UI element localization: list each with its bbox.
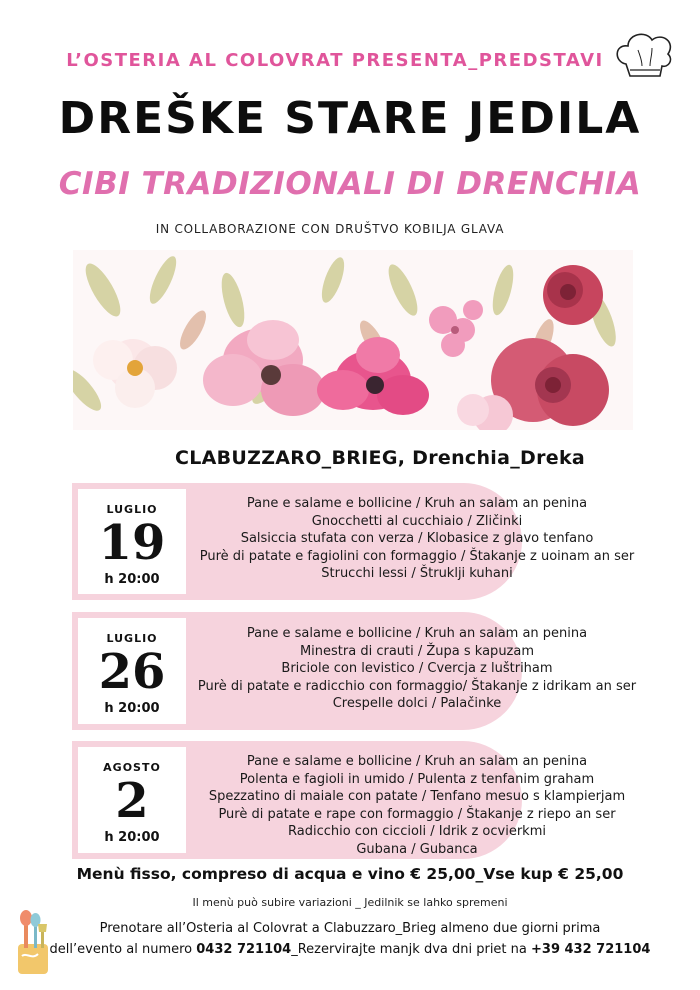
- booking-info: [0, 918, 700, 960]
- event-date-box: [78, 618, 186, 724]
- event-month: LUGLIO: [106, 632, 158, 645]
- menu-item: Strucchi lessi / Štruklji kuhani: [321, 566, 513, 582]
- event-month: AGOSTO: [103, 761, 161, 774]
- presenter-line: L’OSTERIA AL COLOVRAT PRESENTA_PREDSTAVI: [66, 50, 604, 71]
- menu-item: Radicchio con ciccioli / Idrik z ocvierkmi: [288, 824, 546, 840]
- booking-phone: 0432 721104: [196, 942, 292, 957]
- menu-item: Polenta e fagioli in umido / Pulenta z tenfanim graham: [239, 771, 595, 787]
- event-month: LUGLIO: [106, 503, 158, 516]
- menu-item: Pane e salame e bollicine / Kruh an salam an penina: [246, 754, 588, 769]
- booking-line-2: [0, 939, 700, 960]
- event-card: [72, 483, 672, 600]
- booking-line-1: Prenotare all’Osteria al Colovrat a Clabuzzaro_Brieg almeno due giorni prima: [99, 921, 601, 936]
- menu-item: Pane e salame e bollicine / Kruh an salam an penina: [246, 626, 588, 641]
- menu-item: Purè di patate e radicchio con formaggio/ Štakanje z idrikam an ser: [197, 678, 637, 694]
- event-menu: [182, 495, 652, 583]
- menu-item: Minestra di crauti / Župa s kapuzam: [299, 643, 535, 659]
- event-day: 19: [98, 515, 166, 571]
- booking-text: dell’evento al numero: [49, 942, 197, 957]
- booking-phone: +39 432 721104: [531, 942, 651, 957]
- booking-text: _Rezervirajte manjk dva dni priet na: [291, 942, 531, 957]
- page-subtitle: CIBI TRADIZIONALI DI DRENCHIA: [58, 166, 642, 202]
- event-menu: [182, 753, 652, 859]
- event-menu: [182, 625, 652, 713]
- menu-item: Pane e salame e bollicine / Kruh an salam an penina: [246, 496, 588, 511]
- menu-item: Gnocchetti al cucchiaio / Zličinki: [311, 513, 523, 529]
- menu-item: Purè di patate e rape con formaggio / Štakanje z riepo an ser: [218, 806, 616, 822]
- flower-illustration: [73, 250, 633, 430]
- collaboration-line: IN COLLABORAZIONE CON DRUŠTVO KOBILJA GLAVA: [155, 222, 505, 236]
- event-card: [72, 741, 672, 859]
- event-location: CLABUZZARO_BRIEG, Drenchia_Dreka: [174, 447, 586, 469]
- menu-item: Spezzatino di maiale con patate / Tenfano mesuo s klampierjam: [208, 789, 626, 805]
- event-day: 2: [115, 773, 149, 829]
- menu-item: Purè di patate e fagiolini con formaggio / Štakanje z uoinam an ser: [199, 548, 635, 564]
- utensils-jar-icon: [10, 910, 56, 978]
- menu-variation-note: Il menù può subire variazioni _ Jedilnik se lahko spremeni: [192, 896, 508, 909]
- menu-item: Gubana / Gubanca: [356, 841, 478, 857]
- event-time: h 20:00: [104, 701, 160, 716]
- menu-item: Briciole con levistico / Cvercja z luštriham: [281, 661, 553, 677]
- chef-hat-icon: [612, 30, 676, 80]
- menu-item: Salsiccia stufata con verza / Klobasice z glavo tenfano: [240, 531, 594, 547]
- fixed-menu-price: Menù fisso, compreso di acqua e vino € 25,00_Vse kup € 25,00: [76, 865, 624, 883]
- event-card: [72, 612, 672, 730]
- event-date-box: [78, 489, 186, 594]
- event-time: h 20:00: [104, 572, 160, 587]
- event-day: 26: [98, 644, 166, 700]
- page-title: DREŠKE STARE JEDILA: [58, 93, 642, 144]
- event-time: h 20:00: [104, 830, 160, 845]
- event-date-box: [78, 747, 186, 853]
- menu-item: Crespelle dolci / Palačinke: [332, 696, 502, 712]
